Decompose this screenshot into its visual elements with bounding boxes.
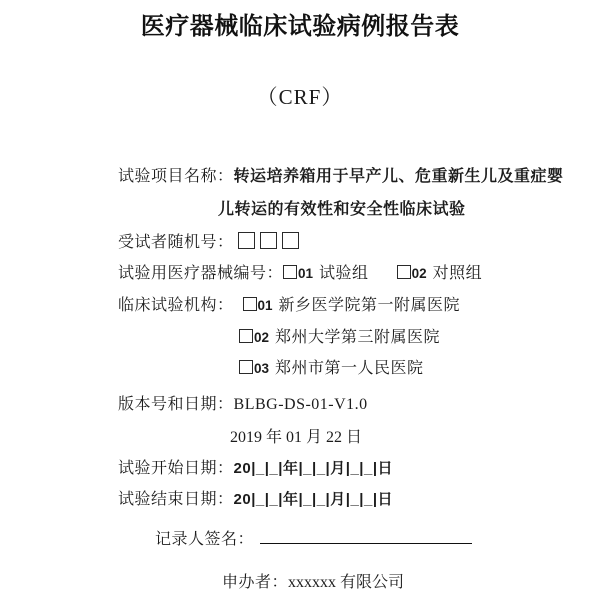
- version-label: 版本号和日期：: [118, 396, 234, 413]
- institution-option-3-checkbox-icon[interactable]: [239, 360, 253, 374]
- version-date-value: 2019 年 01 月 22 日: [230, 429, 363, 446]
- page-subtitle: （CRF）: [256, 85, 344, 109]
- field-signature: [155, 529, 472, 550]
- device-option-control-group: [397, 265, 483, 282]
- device-option-1-text: 试验组: [319, 265, 369, 282]
- device-number-label: 试验用医疗器械编号：: [118, 265, 284, 282]
- end-date-blank[interactable]: 20|_|_|年|_|_|月|_|_|日: [233, 491, 394, 508]
- field-end-date: [118, 490, 393, 510]
- institution-option-3: [239, 360, 424, 377]
- start-date-blank[interactable]: 20|_|_|年|_|_|月|_|_|日: [233, 460, 394, 477]
- field-version-date: [230, 428, 362, 448]
- field-device-number: [118, 264, 482, 284]
- random-number-box-1-checkbox-icon[interactable]: [238, 232, 255, 249]
- field-institution-option-3: [239, 359, 424, 379]
- device-option-1-code: 01: [298, 266, 314, 281]
- device-option-1-checkbox-icon[interactable]: [283, 265, 297, 279]
- field-start-date: [118, 459, 393, 479]
- institution-option-3-code: 03: [254, 361, 270, 376]
- field-institution-option-2: [239, 328, 440, 348]
- project-name-label: 试验项目名称：: [118, 168, 234, 185]
- institution-option-1-text: 新乡医学院第一附属医院: [278, 297, 461, 314]
- device-option-2-text: 对照组: [432, 265, 483, 282]
- field-project-name-line2: [218, 200, 466, 220]
- signature-label: 记录人签名：: [155, 531, 255, 548]
- field-random-number: [118, 232, 304, 253]
- sponsor-label: 申办者：: [222, 574, 289, 591]
- institution-option-2-code: 02: [254, 330, 270, 345]
- random-number-label: 受试者随机号：: [118, 234, 234, 251]
- page-title: 医疗器械临床试验病例报告表: [140, 13, 460, 40]
- institution-option-2-checkbox-icon[interactable]: [239, 329, 253, 343]
- end-date-label: 试验结束日期：: [118, 491, 234, 508]
- project-name-value-line2: 儿转运的有效性和安全性临床试验: [218, 201, 466, 218]
- device-option-2-checkbox-icon[interactable]: [397, 265, 411, 279]
- random-number-box-3-checkbox-icon[interactable]: [282, 232, 299, 249]
- field-project-name: [118, 167, 564, 187]
- device-option-2-code: 02: [411, 266, 427, 281]
- institution-option-2: [239, 329, 440, 346]
- field-sponsor: [222, 573, 404, 593]
- device-option-trial-group: [283, 265, 369, 282]
- random-number-box-2-checkbox-icon[interactable]: [260, 232, 277, 249]
- field-institution: [118, 296, 460, 316]
- institution-option-1-checkbox-icon[interactable]: [243, 297, 257, 311]
- version-value: BLBG-DS-01-V1.0: [233, 396, 368, 413]
- institution-label: 临床试验机构：: [118, 297, 234, 314]
- start-date-label: 试验开始日期：: [118, 460, 234, 477]
- signature-line[interactable]: [260, 529, 472, 544]
- field-version: [118, 395, 368, 415]
- project-name-value-line1: 转运培养箱用于早产儿、危重新生儿及重症婴: [233, 168, 564, 185]
- institution-option-1-code: 01: [257, 298, 273, 313]
- institution-option-1: [243, 297, 461, 314]
- sponsor-value: xxxxxx 有限公司: [288, 574, 405, 591]
- institution-option-3-text: 郑州市第一人民医院: [275, 360, 424, 377]
- institution-option-2-text: 郑州大学第三附属医院: [275, 329, 441, 346]
